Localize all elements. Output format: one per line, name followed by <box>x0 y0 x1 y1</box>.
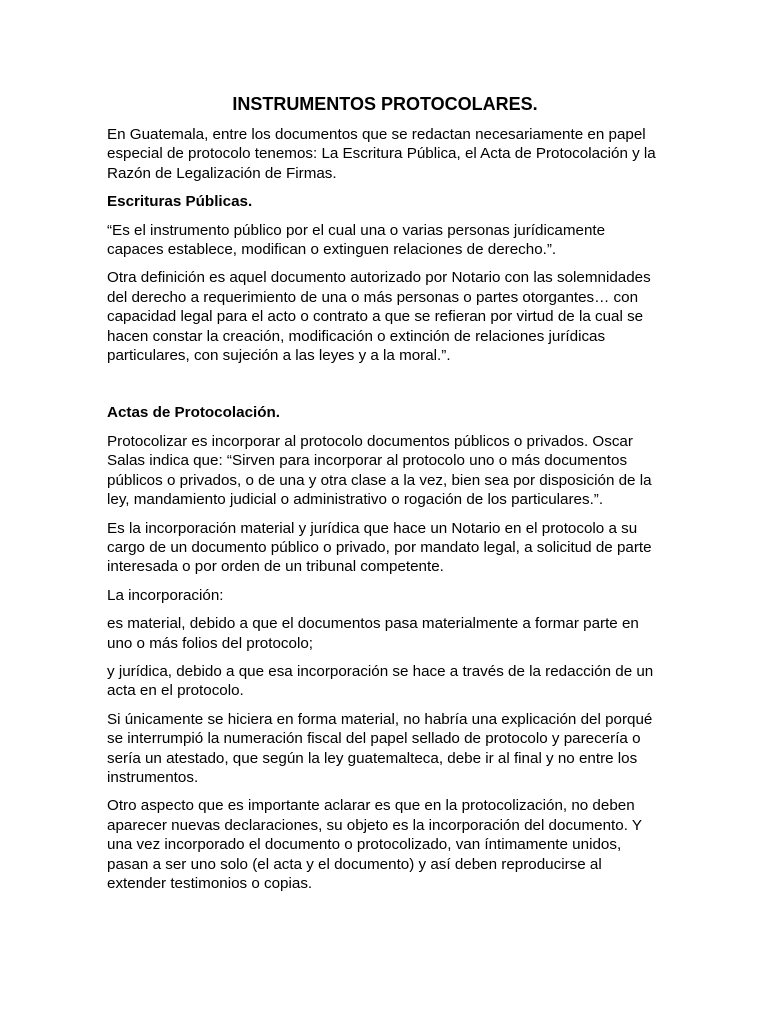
paragraph: Es la incorporación material y jurídica que hace un Notario en el protocolo a su cargo de un documento público o privado, por mandato legal, a solicitud de parte interesada o por orden de un tribunal competente. <box>107 519 652 576</box>
section-heading-escrituras: Escrituras Públicas. <box>107 193 253 211</box>
intro-paragraph: En Guatemala, entre los documentos que se redactan necesariamente en papel especial de protocolo tenemos: La Escritura Pública, el Acta de Protocolación y la Razón de Legalización de Firmas. <box>107 126 656 182</box>
paragraph: y jurídica, debido a que esa incorporación se hace a través de la redacción de un acta en el protocolo. <box>107 662 654 700</box>
document-page <box>107 92 663 902</box>
section-heading-actas: Actas de Protocolación. <box>107 404 281 422</box>
paragraph: Otro aspecto que es importante aclarar es que en la protocolización, no deben aparecer nuevas declaraciones, su objeto es la incorporación del documento. Y una vez incorporado el documento o protocolizado, van íntimamente unidos, pasan a ser uno solo (el acta y el documento) y así deben reproducirse al extender testimonios o copias. <box>107 797 642 892</box>
paragraph: Protocolizar es incorporar al protocolo documentos públicos o privados. Oscar Salas indica que: “Sirven para incorporar al protocolo uno o más documentos públicos o privados, o de una y otra clase a la vez, bien sea por disposición de la ley, mandamiento judicial o administrativo o rogación de los particulares.”. <box>107 432 652 509</box>
section-spacer <box>107 374 663 403</box>
paragraph: es material, debido a que el documentos pasa materialmente a formar parte en uno o más folios del protocolo; <box>107 615 639 652</box>
paragraph: Si únicamente se hiciera en forma material, no habría una explicación del porqué se interrumpió la numeración fiscal del papel sellado de protocolo y parecería o sería un atestado, que según la ley guatemalteca, debe ir al final y no entre los instrumentos. <box>107 710 653 786</box>
paragraph: Otra definición es aquel documento autorizado por Notario con las solemnidades del derecho a requerimiento de una o más personas o partes otorgantes… con capacidad legal para el acto o contrato a que se refieran por virtud de la cual se hacen constar la creación, modificación o extinción de relaciones jurídicas particulares, con sujeción a las leyes y a la moral.”. <box>107 269 651 365</box>
document-title: INSTRUMENTOS PROTOCOLARES. <box>232 94 538 114</box>
paragraph: La incorporación: <box>107 586 224 604</box>
paragraph: “Es el instrumento público por el cual una o varias personas jurídicamente capaces establece, modifican o extinguen relaciones de derecho.”. <box>107 221 606 259</box>
